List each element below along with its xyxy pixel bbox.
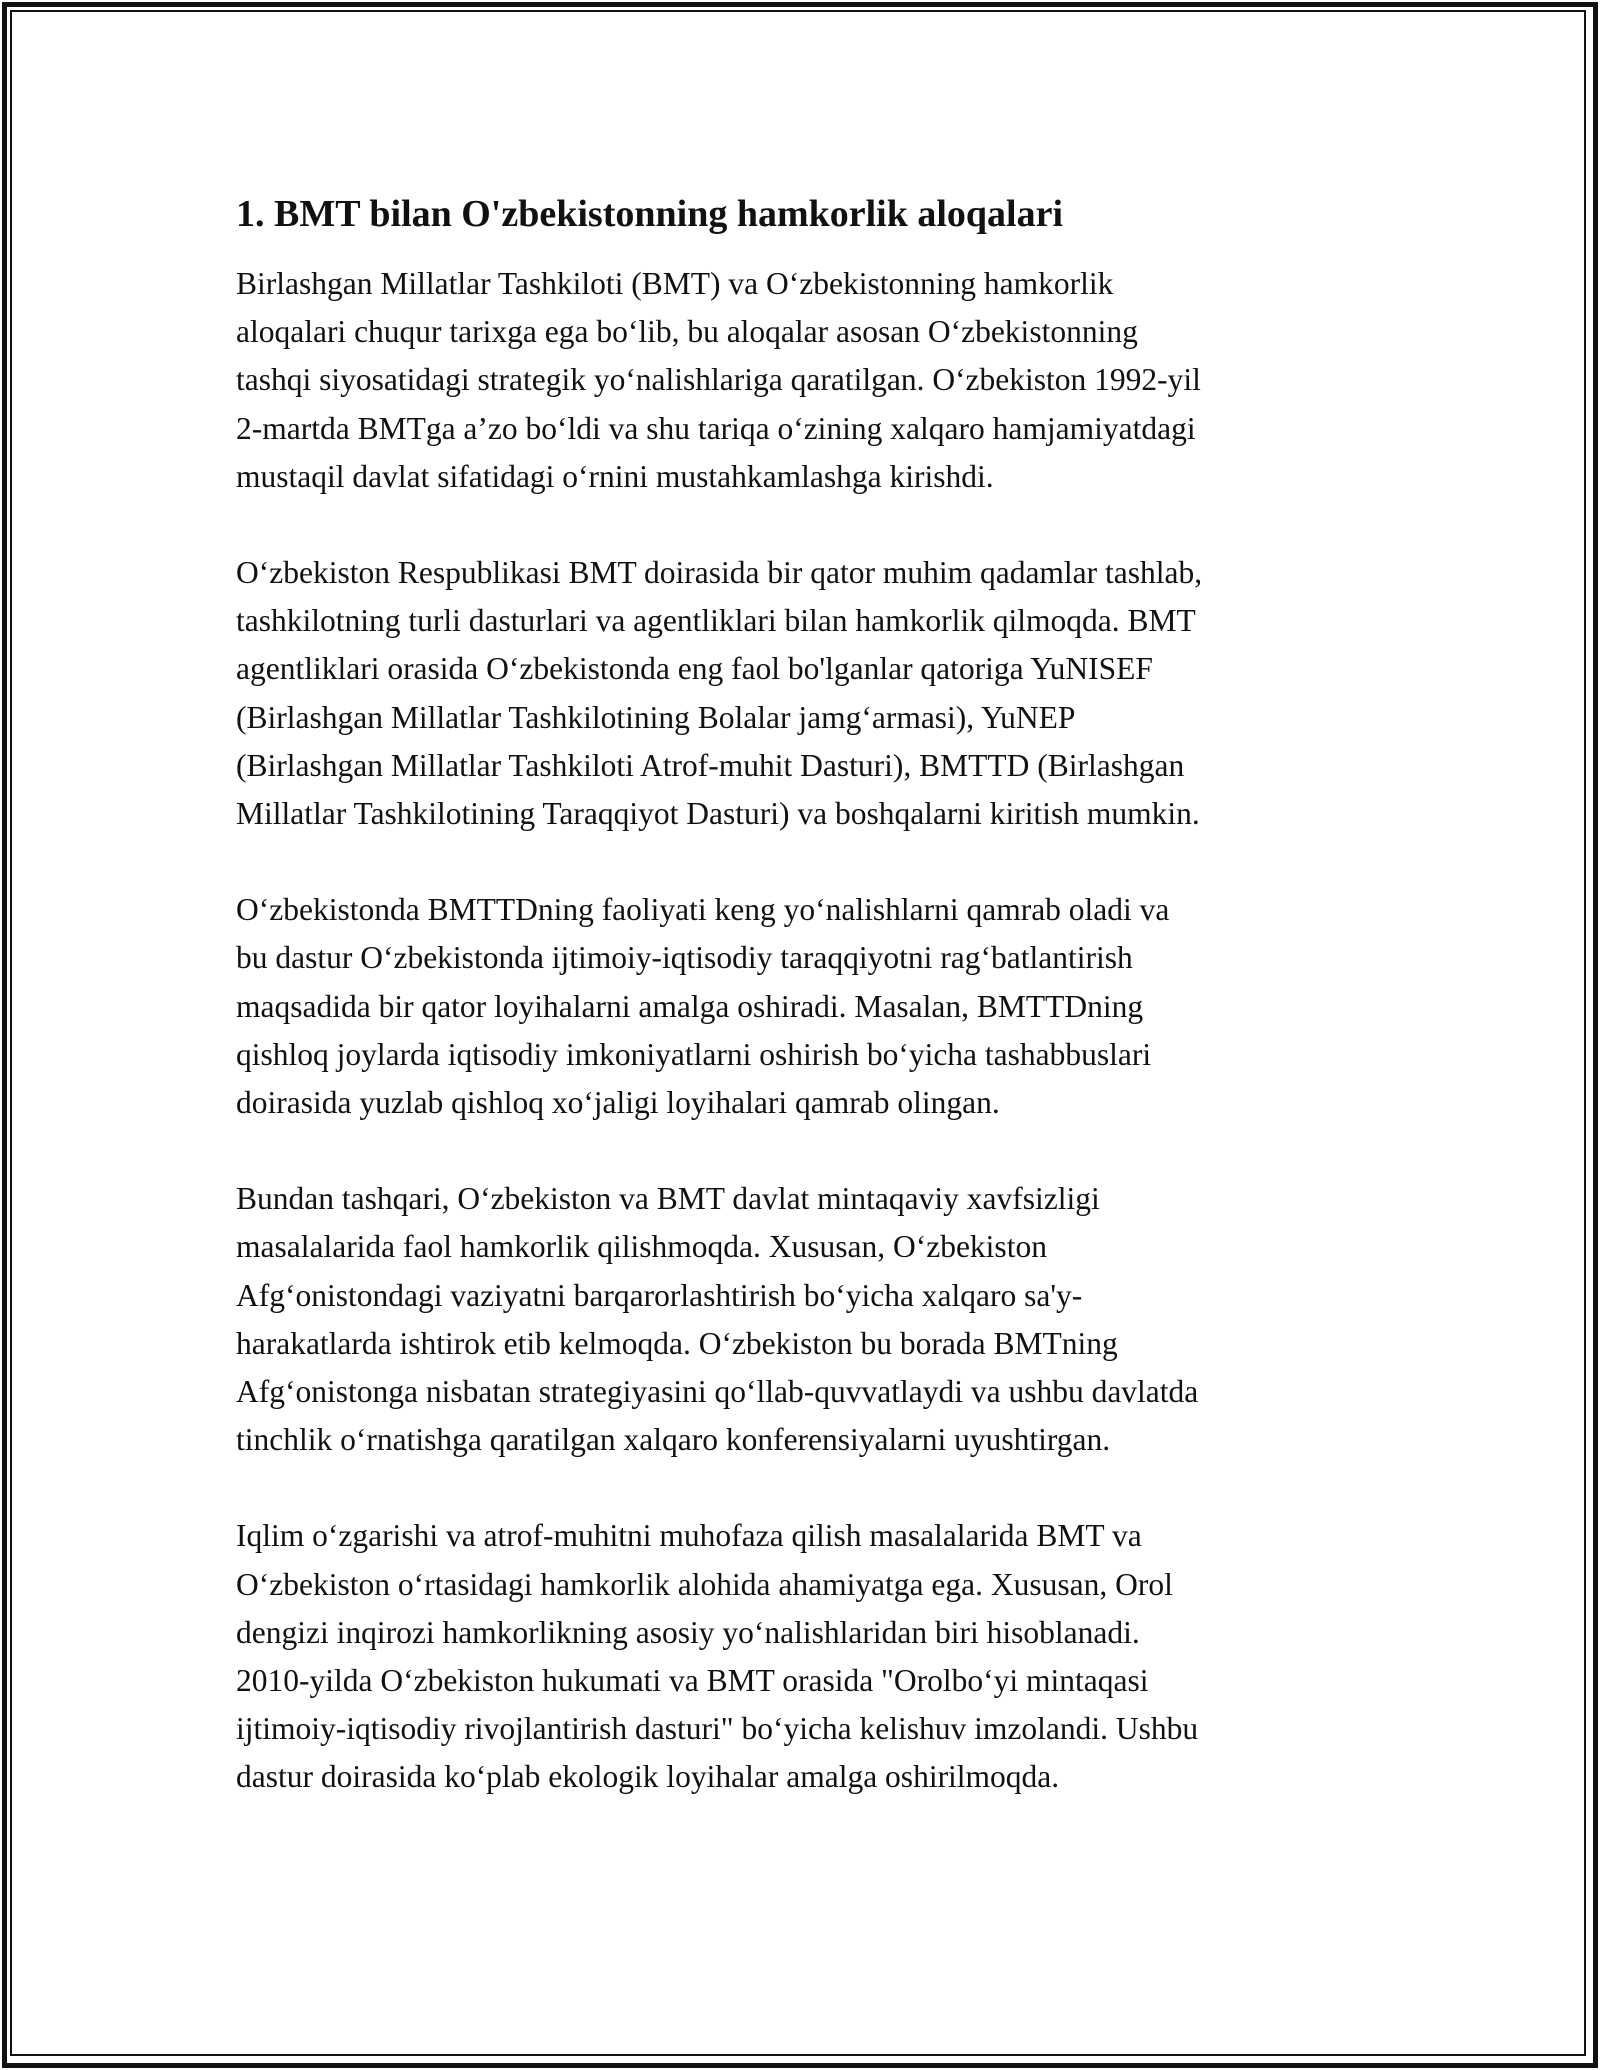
text-line: qishloq joylarda iqtisodiy imkoniyatlarni oshirish bo‘yicha tashabbuslari	[236, 1036, 1152, 1072]
paragraph-climate	[236, 1512, 1386, 1801]
text-line: Afg‘onistondagi vaziyatni barqarorlashtirish bo‘yicha xalqaro sa'y-	[236, 1277, 1083, 1313]
text-line: tashkilotning turli dasturlari va agentliklari bilan hamkorlik qilmoqda. BMT	[236, 603, 1196, 639]
paragraph-undp	[236, 886, 1386, 1127]
text-line: ijtimoiy-iqtisodiy rivojlantirish dasturi" bo‘yicha kelishuv imzolandi. Ushbu	[236, 1711, 1199, 1747]
text-line: Birlashgan Millatlar Tashkiloti (BMT) va O‘zbekistonning hamkorlik	[236, 266, 1114, 301]
page-title: 1. BMT bilan O'zbekistonning hamkorlik aloqalari	[236, 193, 1064, 235]
text-line: mustaqil davlat sifatidagi o‘rnini mustahkamlashga kirishdi.	[236, 458, 994, 494]
document-body	[236, 188, 1386, 1850]
text-line: dastur doirasida ko‘plab ekologik loyihalar amalga oshirilmoqda.	[236, 1759, 1060, 1795]
text-line: maqsadida bir qator loyihalarni amalga oshiradi. Masalan, BMTTDning	[236, 988, 1144, 1024]
text-line: Bundan tashqari, O‘zbekiston va BMT davlat mintaqaviy xavfsizligi	[236, 1181, 1100, 1217]
text-line: Afg‘onistonga nisbatan strategiyasini qo‘llab-quvvatlaydi va ushbu davlatda	[236, 1374, 1199, 1410]
paragraph-intro	[236, 260, 1386, 501]
text-line: harakatlarda ishtirok etib kelmoqda. O‘zbekiston bu borada BMTning	[236, 1325, 1118, 1361]
text-line: tinchlik o‘rnatishga qaratilgan xalqaro konferensiyalarni uyushtirgan.	[236, 1422, 1111, 1458]
text-line: (Birlashgan Millatlar Tashkilotining Bolalar jamg‘armasi), YuNEP	[236, 699, 1076, 735]
text-line: dengizi inqirozi hamkorlikning asosiy yo‘nalishlaridan biri hisoblanadi.	[236, 1614, 1140, 1650]
text-line: 2010-yilda O‘zbekiston hukumati va BMT orasida "Orolbo‘yi mintaqasi	[236, 1663, 1149, 1699]
text-line: doirasida yuzlab qishloq xo‘jaligi loyihalari qamrab olingan.	[236, 1085, 1000, 1121]
text-line: masalalarida faol hamkorlik qilishmoqda. Xususan, O‘zbekiston	[236, 1229, 1047, 1265]
text-line: agentliklari orasida O‘zbekistonda eng faol bo'lganlar qatoriga YuNISEF	[236, 651, 1153, 687]
text-line: 2-martda BMTga a’zo bo‘ldi va shu tariqa o‘zining xalqaro hamjamiyatdagi	[236, 410, 1196, 446]
paragraph-agencies	[236, 549, 1386, 838]
text-line: tashqi siyosatidagi strategik yo‘nalishlariga qaratilgan. O‘zbekiston 1992-yil	[236, 362, 1201, 398]
text-line: (Birlashgan Millatlar Tashkiloti Atrof-muhit Dasturi), BMTTD (Birlashgan	[236, 747, 1185, 783]
text-line: Millatlar Tashkilotining Taraqqiyot Dasturi) va boshqalarni kiritish mumkin.	[236, 796, 1200, 832]
paragraph-security	[236, 1175, 1386, 1464]
text-line: Iqlim o‘zgarishi va atrof-muhitni muhofaza qilish masalalarida BMT va	[236, 1518, 1142, 1554]
text-line: aloqalari chuqur tarixga ega bo‘lib, bu aloqalar asosan O‘zbekistonning	[236, 314, 1138, 350]
text-line: O‘zbekiston Respublikasi BMT doirasida bir qator muhim qadamlar tashlab,	[236, 555, 1203, 591]
text-line: O‘zbekiston o‘rtasidagi hamkorlik alohida ahamiyatga ega. Xususan, Orol	[236, 1566, 1173, 1602]
text-line: bu dastur O‘zbekistonda ijtimoiy-iqtisodiy taraqqiyotni rag‘batlantirish	[236, 940, 1133, 976]
text-line: O‘zbekistonda BMTTDning faoliyati keng yo‘nalishlarni qamrab oladi va	[236, 892, 1170, 928]
